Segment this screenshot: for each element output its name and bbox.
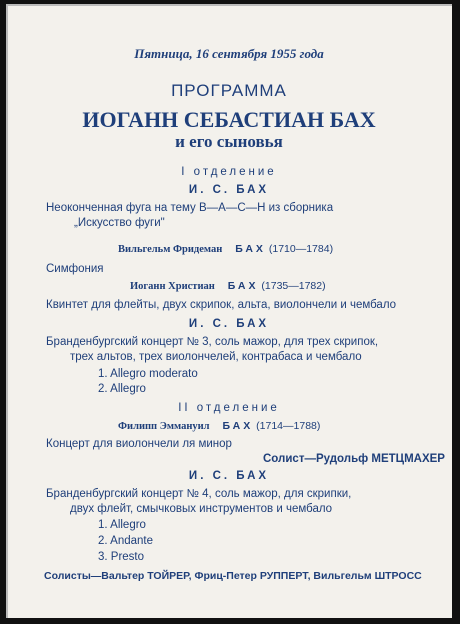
part1-work1-line2: „Искусство фуги" <box>74 217 165 229</box>
part1-heading: I отделение <box>181 166 277 178</box>
main-title: ИОГАНН СЕБАСТИАН БАХ <box>82 107 376 132</box>
part2-composer2: И. С. БАХ <box>188 470 270 482</box>
part2-movement-1: 1. Allegro <box>98 519 146 531</box>
date-line: Пятница, 16 сентября 1955 года <box>134 46 324 61</box>
part1-composer4: И. С. БАХ <box>188 318 270 330</box>
part1-work3: Квинтет для флейты, двух скрипок, альта, виолончели и чембало <box>46 299 397 311</box>
part1-movement-2: 2. Allegro <box>98 383 146 395</box>
part2-movement-3: 3. Presto <box>98 551 145 563</box>
part1-work4-line2: трех альтов, трех виолончелей, контрабаса и чембало <box>70 351 362 363</box>
subtitle: и его сыновья <box>175 132 283 151</box>
composer3-surname: БАХ <box>227 280 259 292</box>
part1-movement-1: 1. Allegro moderato <box>98 368 198 380</box>
part2-heading: II отделение <box>178 402 280 414</box>
p2-composer1-name: Филипп Эммануил <box>118 421 210 432</box>
composer3-dates: (1735—1782) <box>261 280 326 292</box>
part2-work2-line2: двух флейт, смычковых инструментов и чембало <box>70 503 333 515</box>
p2-composer1-dates: (1714—1788) <box>256 420 321 432</box>
part1-composer2 <box>118 243 333 255</box>
part2-movement-2: 2. Andante <box>98 535 153 547</box>
composer2-dates: (1710—1784) <box>268 243 334 255</box>
p2-composer1-surname: БАХ <box>222 420 254 432</box>
part2-work2-line1: Бранденбургский концерт № 4, соль мажор, для скрипки, <box>46 488 352 500</box>
composer2-name: Вильгельм Фридеман <box>118 244 223 255</box>
part1-work2: Симфония <box>46 263 104 275</box>
part1-work4-line1: Бранденбургский концерт № 3, соль мажор, для трех скрипок, <box>46 336 379 348</box>
composer2-surname: БАХ <box>235 243 266 255</box>
program-page <box>6 4 452 618</box>
program-label: ПРОГРАММА <box>171 81 287 100</box>
soloist-line: Солист—Рудольф МЕТЦМАХЕР <box>263 453 445 465</box>
soloists-line: Солисты—Вальтер ТОЙРЕР, Фриц-Петер РУППЕРТ, Вильгельм ШТРОСС <box>44 570 422 582</box>
part1-composer1: И. С. БАХ <box>188 184 270 196</box>
part1-composer3 <box>130 280 326 292</box>
part2-composer1 <box>118 420 320 432</box>
composer3-name: Иоганн Христиан <box>130 281 215 292</box>
part2-work1: Концерт для виолончели ля минор <box>46 438 232 450</box>
part1-work1-line1: Неоконченная фуга на тему В—А—С—Н из сборника <box>46 202 334 214</box>
